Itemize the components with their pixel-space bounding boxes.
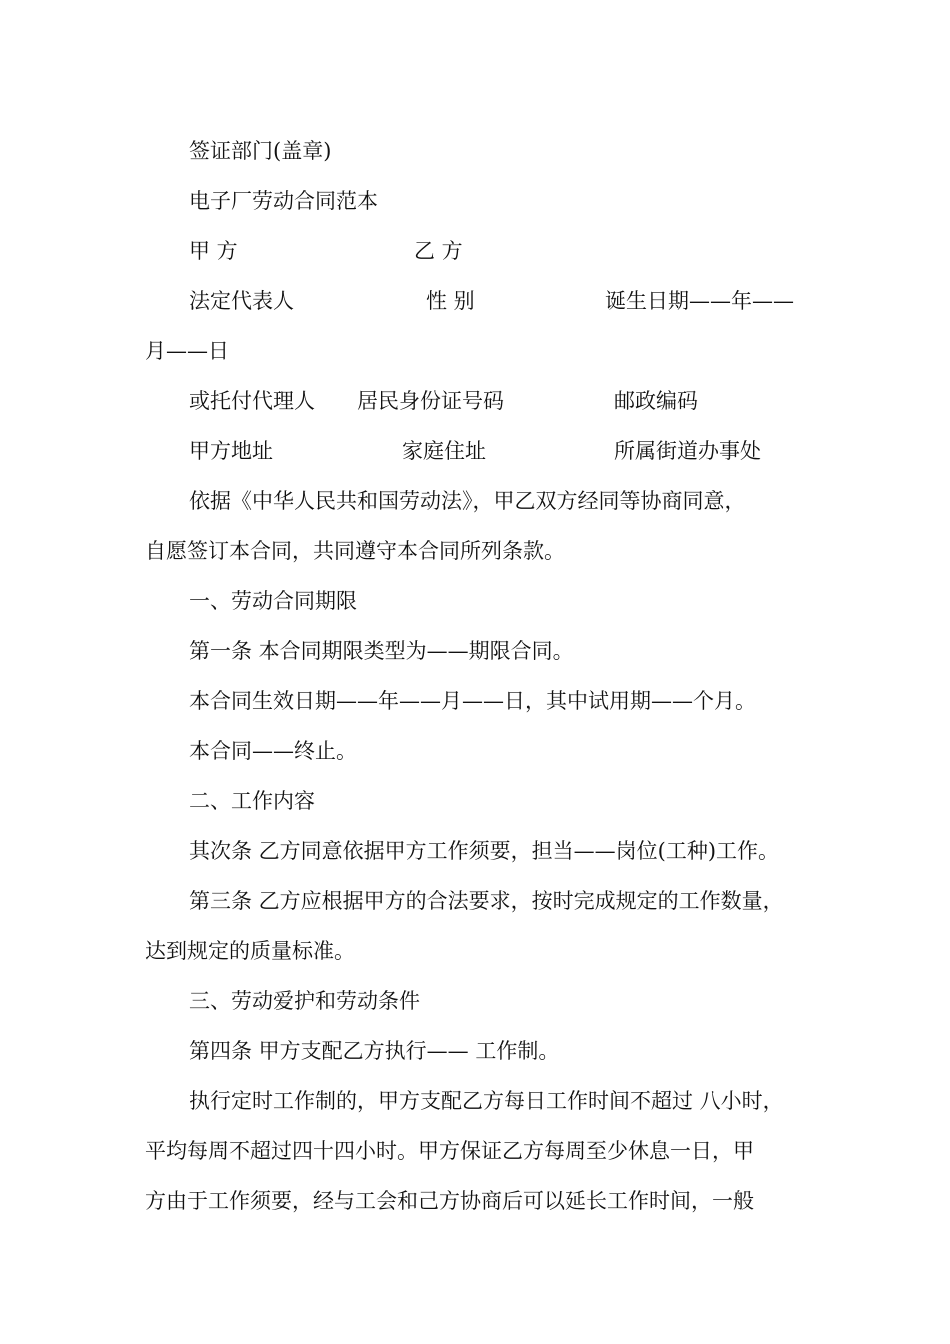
- home-address-label: 家庭住址: [402, 439, 486, 463]
- agent-label: 或托付代理人: [189, 389, 315, 413]
- section2-heading: 二、工作内容: [189, 789, 315, 813]
- article1-text: 第一条 本合同期限类型为——期限合同。: [189, 639, 574, 663]
- section1-heading: 一、劳动合同期限: [189, 589, 357, 613]
- section3-heading: 三、劳动爱护和劳动条件: [189, 989, 420, 1013]
- termination-text: 本合同——终止。: [189, 739, 357, 763]
- working-hours-line3: 方由于工作须要，经与工会和己方协商后可以延长工作时间，一般: [145, 1189, 754, 1213]
- basis-paragraph-line1: 依据《中华人民共和国劳动法》，甲乙双方经同等协商同意，: [189, 489, 746, 513]
- party-a-label: 甲 方: [189, 239, 238, 263]
- article3-line2: 达到规定的质量标准。: [145, 939, 355, 963]
- working-hours-line1: 执行定时工作制的，甲方支配乙方每日工作时间不超过 八小时，: [189, 1089, 784, 1113]
- effective-date-text: 本合同生效日期——年——月——日，其中试用期——个月。: [189, 689, 756, 713]
- basis-paragraph-line2: 自愿签订本合同，共同遵守本合同所列条款。: [145, 539, 565, 563]
- birth-date-continued: 月——日: [145, 339, 229, 363]
- birth-date-label: 诞生日期——年——: [605, 289, 794, 313]
- visa-department-line: 签证部门(盖章): [189, 139, 332, 163]
- street-office-label: 所属街道办事处: [614, 439, 761, 463]
- id-number-label: 居民身份证号码: [357, 389, 504, 413]
- postal-code-label: 邮政编码: [614, 389, 698, 413]
- article2-text: 其次条 乙方同意依据甲方工作须要，担当——岗位(工种)工作。: [189, 839, 780, 863]
- party-a-address-label: 甲方地址: [189, 439, 273, 463]
- working-hours-line2: 平均每周不超过四十四小时。甲方保证乙方每周至少休息一日，甲: [145, 1139, 754, 1163]
- legal-rep-label: 法定代表人: [189, 289, 294, 313]
- gender-label: 性 别: [426, 289, 475, 313]
- article3-line1: 第三条 乙方应根据甲方的合法要求，按时完成规定的工作数量，: [189, 889, 784, 913]
- contract-title: 电子厂劳动合同范本: [189, 189, 378, 213]
- article4-text: 第四条 甲方支配乙方执行—— 工作制。: [189, 1039, 560, 1063]
- party-b-label: 乙 方: [414, 239, 463, 263]
